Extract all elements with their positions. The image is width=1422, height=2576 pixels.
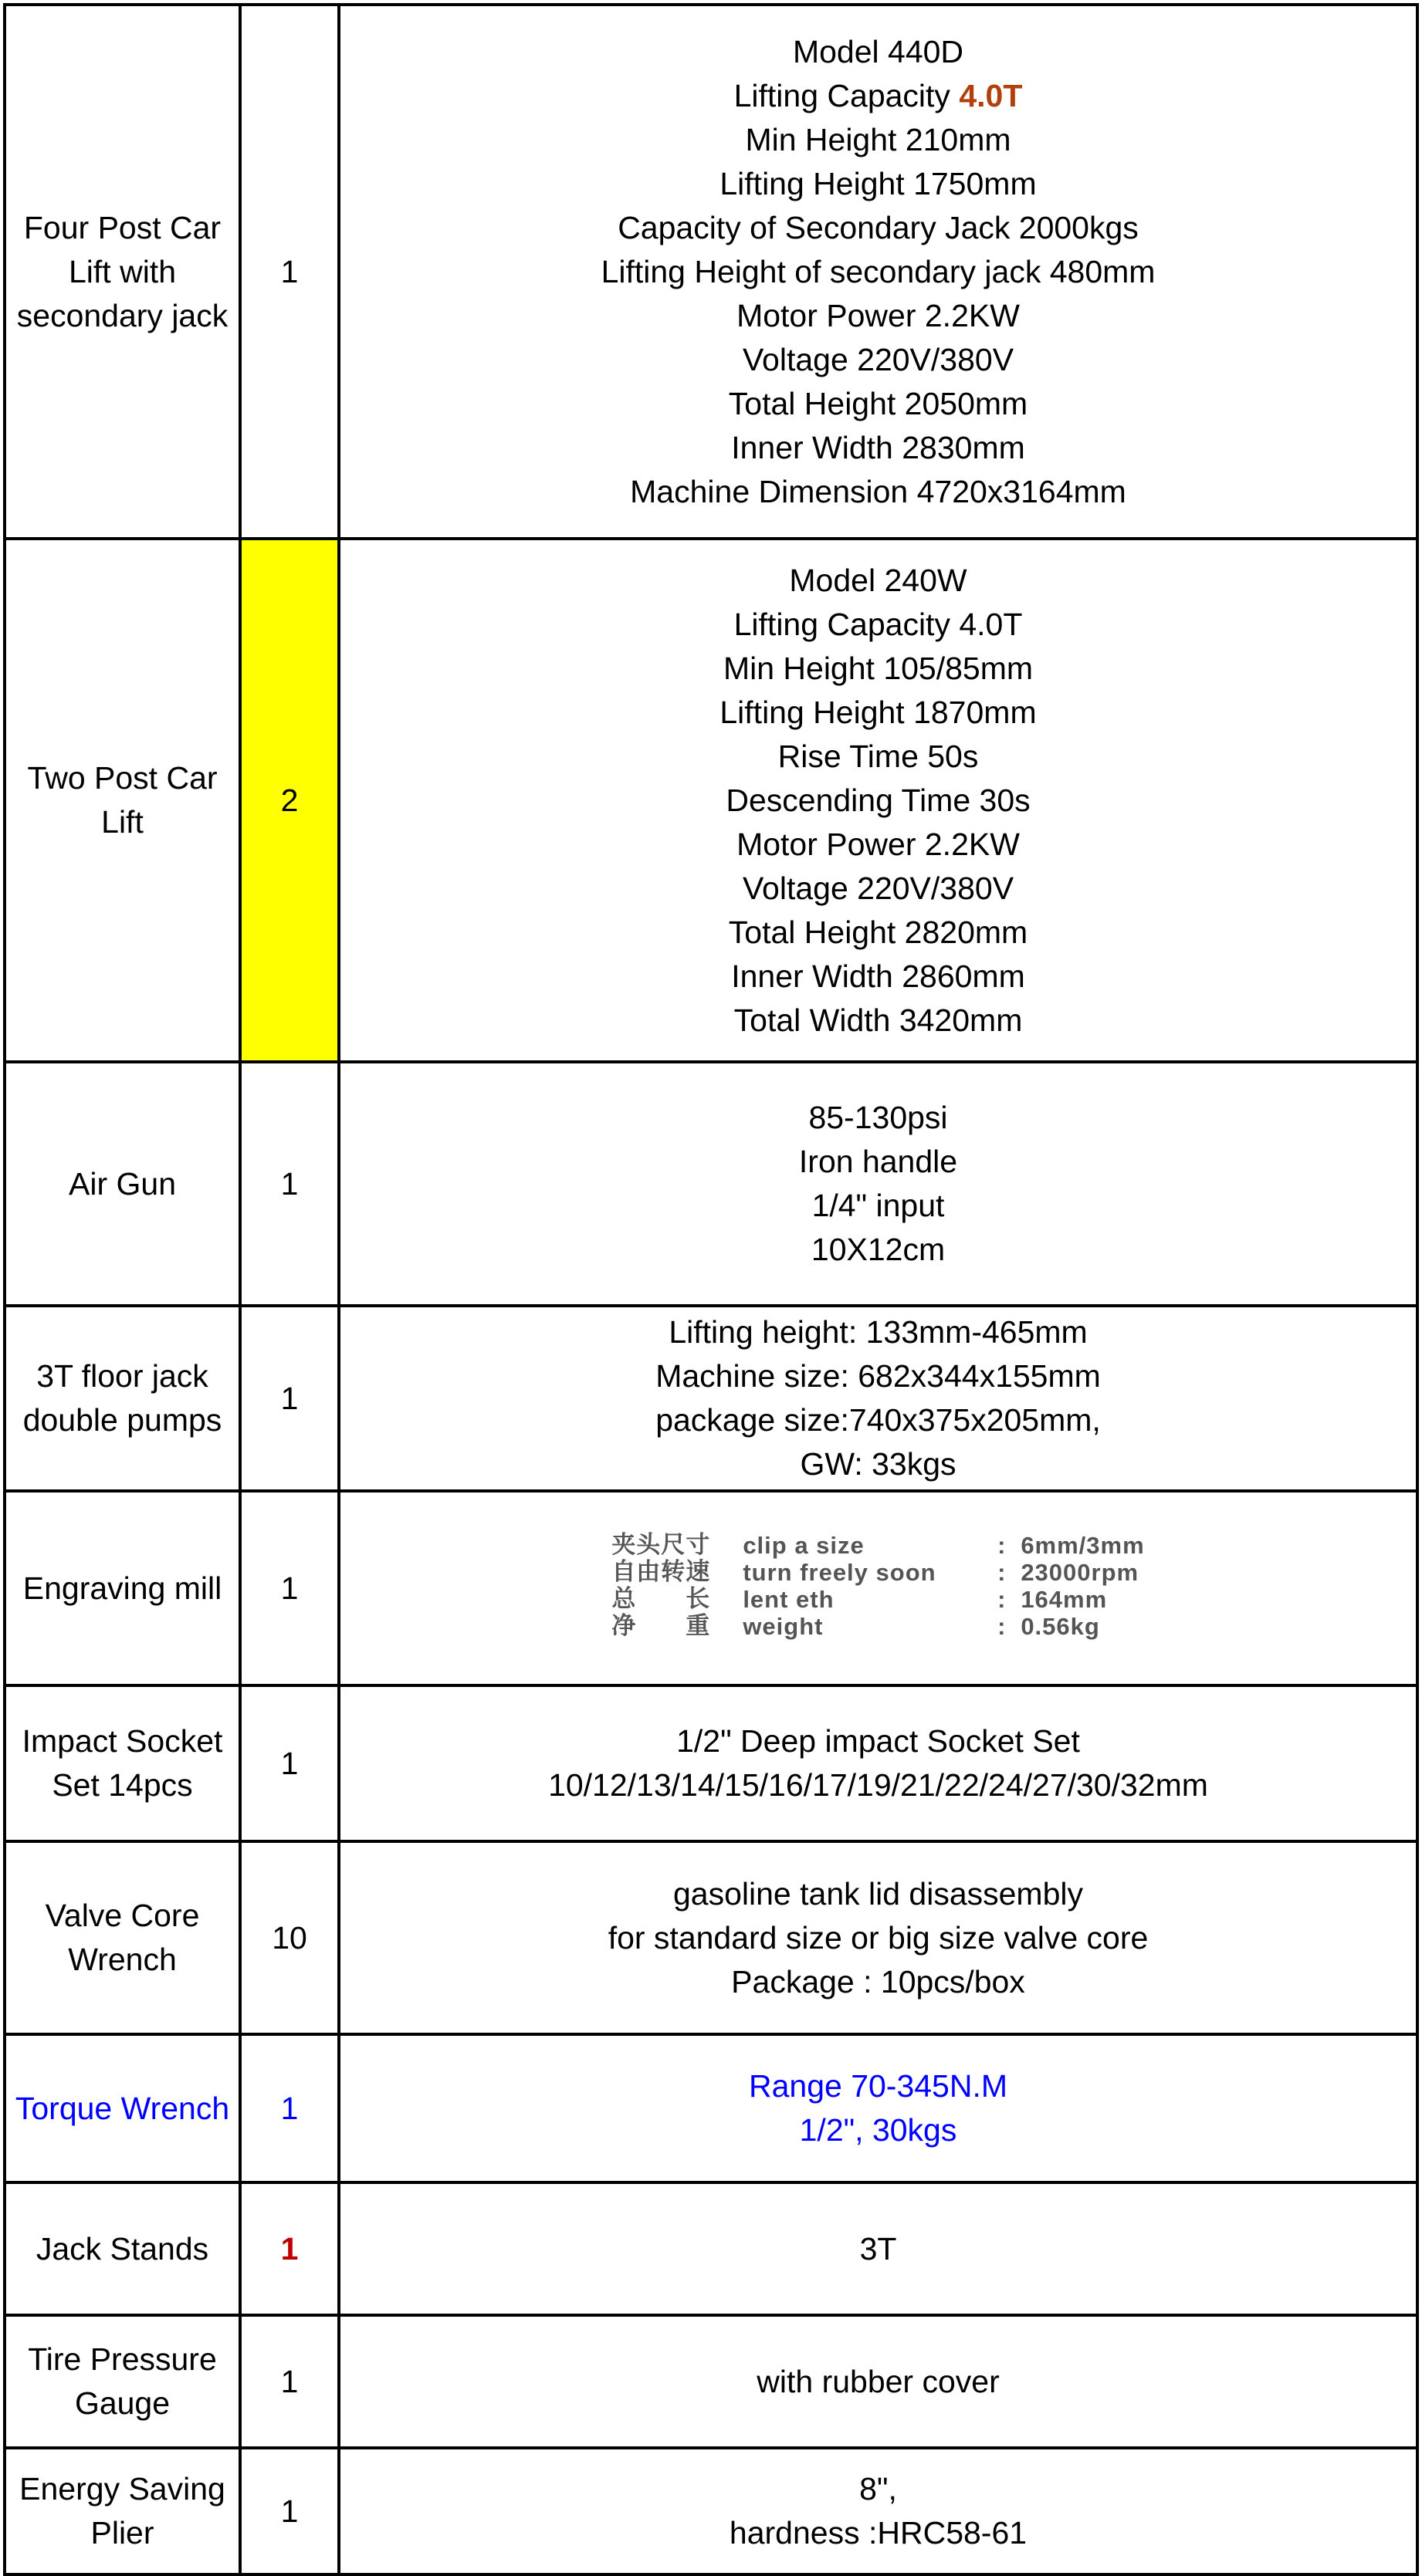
product-name: Impact Socket Set 14pcs (22, 1723, 223, 1803)
spec-cell (339, 1062, 1417, 1306)
spec-line: Iron handle (798, 1144, 958, 1179)
spec-line: Lifting Height 1750mm (719, 165, 1037, 201)
spec-label: Lifting Capacity (733, 77, 960, 113)
spec-cell (339, 1491, 1417, 1685)
table-row (5, 2034, 1417, 2182)
quantity-cell (240, 2448, 339, 2574)
spec-line: gasoline tank lid disassembly (673, 1875, 1083, 1912)
label-row (611, 1559, 1144, 1586)
product-name: Energy Saving Plier (19, 2471, 225, 2551)
product-spec-table (3, 3, 1419, 2576)
label-sep: : (997, 1558, 1006, 1586)
product-name: Two Post Car Lift (27, 760, 218, 840)
table-row (5, 1841, 1417, 2034)
spec-cell (339, 1306, 1417, 1491)
quantity: 1 (280, 1380, 299, 1416)
table-row (5, 539, 1417, 1062)
spec-line: Total Height 2820mm (728, 914, 1028, 950)
label-en: turn freely soon (743, 1558, 936, 1586)
label-value: 0.56kg (1021, 1612, 1100, 1640)
quantity: 1 (280, 1165, 299, 1202)
spec-line: Lifting Height 1870mm (719, 694, 1037, 730)
label-row (611, 1613, 1144, 1640)
product-name: Engraving mill (22, 1570, 222, 1606)
spec-line: Min Height 105/85mm (723, 650, 1034, 686)
spec-line: Lifting Height of secondary jack 480mm (601, 253, 1156, 289)
product-name: Torque Wrench (15, 2090, 230, 2126)
spec-line: Motor Power 2.2KW (736, 297, 1020, 333)
label-en: weight (743, 1612, 824, 1640)
spec-line: Total Width 3420mm (733, 1002, 1023, 1038)
quantity-cell (240, 2182, 339, 2315)
table-row (5, 1491, 1417, 1685)
quantity-cell (240, 1841, 339, 2034)
product-name-cell (5, 1306, 240, 1491)
spec-cell (339, 5, 1417, 539)
spec-line: 10/12/13/14/15/16/17/19/21/22/24/27/30/32mm (548, 1767, 1208, 1803)
product-name: Tire Pressure Gauge (28, 2341, 217, 2421)
label-cn: 总 长 (611, 1584, 711, 1613)
quantity: 1 (280, 1745, 299, 1781)
product-name-cell (5, 1491, 240, 1685)
quantity-cell (240, 5, 339, 539)
spec-line: with rubber cover (757, 2363, 1000, 2399)
quantity: 2 (280, 782, 299, 818)
quantity: 1 (280, 2363, 299, 2399)
quantity-cell (240, 1491, 339, 1685)
spec-cell (339, 1841, 1417, 2034)
quantity: 1 (280, 2230, 299, 2267)
table-row (5, 1685, 1417, 1841)
spec-line: Package : 10pcs/box (731, 1963, 1025, 2000)
spec-line: Voltage 220V/380V (742, 341, 1014, 377)
spec-cell (339, 2034, 1417, 2182)
spec-line: 85-130psi (808, 1100, 948, 1135)
quantity-cell (240, 2315, 339, 2448)
spec-line: Model 240W (789, 562, 967, 598)
spec-cell (339, 2182, 1417, 2315)
table-row (5, 5, 1417, 539)
spec-line: Inner Width 2860mm (731, 958, 1025, 994)
quantity-cell (240, 1306, 339, 1491)
spec-line: 1/4" input (811, 1188, 945, 1223)
label-sep: : (997, 1585, 1006, 1613)
spec-cell (339, 2315, 1417, 2448)
table-row (5, 1062, 1417, 1306)
label-cn: 夹头尺寸 (611, 1530, 711, 1559)
product-name-cell (5, 539, 240, 1062)
label-row (611, 1586, 1144, 1613)
spec-line: Capacity of Secondary Jack 2000kgs (618, 209, 1139, 245)
spec-line: 3T (859, 2230, 897, 2267)
spec-line: for standard size or big size valve core (608, 1919, 1149, 1956)
label-en: lent eth (743, 1585, 835, 1613)
quantity: 1 (280, 1570, 299, 1606)
label-value: 23000rpm (1021, 1558, 1139, 1586)
spec-line: 1/2" Deep impact Socket Set (676, 1723, 1080, 1759)
label-en: clip a size (743, 1531, 865, 1559)
spec-line: Model 440D (792, 33, 964, 69)
spec-line: Descending Time 30s (726, 782, 1031, 818)
product-name-cell (5, 1841, 240, 2034)
label-value: 164mm (1021, 1585, 1108, 1613)
product-name: Valve Core Wrench (45, 1898, 200, 1977)
spec-cell (339, 1685, 1417, 1841)
label-cn: 自由转速 (611, 1557, 711, 1586)
spec-line: Range 70-345N.M (748, 2068, 1008, 2104)
spec-line: Lifting Capacity 4.0T (733, 606, 1023, 642)
spec-cell (339, 539, 1417, 1062)
quantity-cell (240, 2034, 339, 2182)
highlighted-capacity: 4.0T (959, 77, 1023, 113)
product-name: 3T floor jack double pumps (22, 1358, 222, 1438)
label-row (611, 1532, 1144, 1559)
product-name: Four Post Car Lift with secondary jack (16, 209, 229, 333)
spec-cell (339, 2448, 1417, 2574)
spec-line: Lifting height: 133mm-465mm (669, 1314, 1088, 1350)
spec-line: 1/2", 30kgs (799, 2112, 957, 2148)
spec-label-image (611, 1532, 1144, 1640)
product-name-cell (5, 2315, 240, 2448)
spec-line: Min Height 210mm (745, 121, 1011, 157)
product-name-cell (5, 2448, 240, 2574)
spec-line: 8", (859, 2471, 897, 2507)
spec-line: Machine Dimension 4720x3164mm (630, 473, 1126, 509)
spec-line: Voltage 220V/380V (742, 870, 1014, 906)
table-row (5, 2448, 1417, 2574)
spec-line: 10X12cm (811, 1232, 946, 1267)
spec-line: package size:740x375x205mm, (655, 1402, 1101, 1438)
spec-line: hardness :HRC58-61 (729, 2515, 1028, 2551)
quantity: 1 (280, 2493, 299, 2529)
product-name-cell (5, 5, 240, 539)
label-value: 6mm/3mm (1021, 1531, 1145, 1559)
product-name-cell (5, 2182, 240, 2315)
spec-line (345, 74, 1411, 118)
spec-line: Total Height 2050mm (728, 385, 1028, 421)
quantity-cell (240, 1062, 339, 1306)
label-sep: : (997, 1531, 1006, 1559)
quantity: 1 (280, 2090, 299, 2126)
quantity: 10 (272, 1919, 307, 1956)
spec-line: GW: 33kgs (800, 1446, 956, 1482)
table-row (5, 2182, 1417, 2315)
quantity-cell (240, 1685, 339, 1841)
spec-line: Rise Time 50s (777, 738, 979, 774)
spec-line: Machine size: 682x344x155mm (655, 1358, 1101, 1394)
label-cn: 净 重 (611, 1611, 711, 1640)
quantity-cell-highlighted (240, 539, 339, 1062)
product-name: Jack Stands (36, 2230, 209, 2267)
spec-line: Inner Width 2830mm (731, 429, 1025, 465)
label-sep: : (997, 1612, 1006, 1640)
table-row (5, 1306, 1417, 1491)
spec-line: Motor Power 2.2KW (736, 826, 1020, 862)
quantity: 1 (280, 253, 299, 289)
spec-sheet (3, 3, 1419, 2573)
product-name-cell (5, 1685, 240, 1841)
table-row (5, 2315, 1417, 2448)
product-name-cell (5, 1062, 240, 1306)
product-name: Air Gun (69, 1165, 176, 1202)
product-name-cell (5, 2034, 240, 2182)
